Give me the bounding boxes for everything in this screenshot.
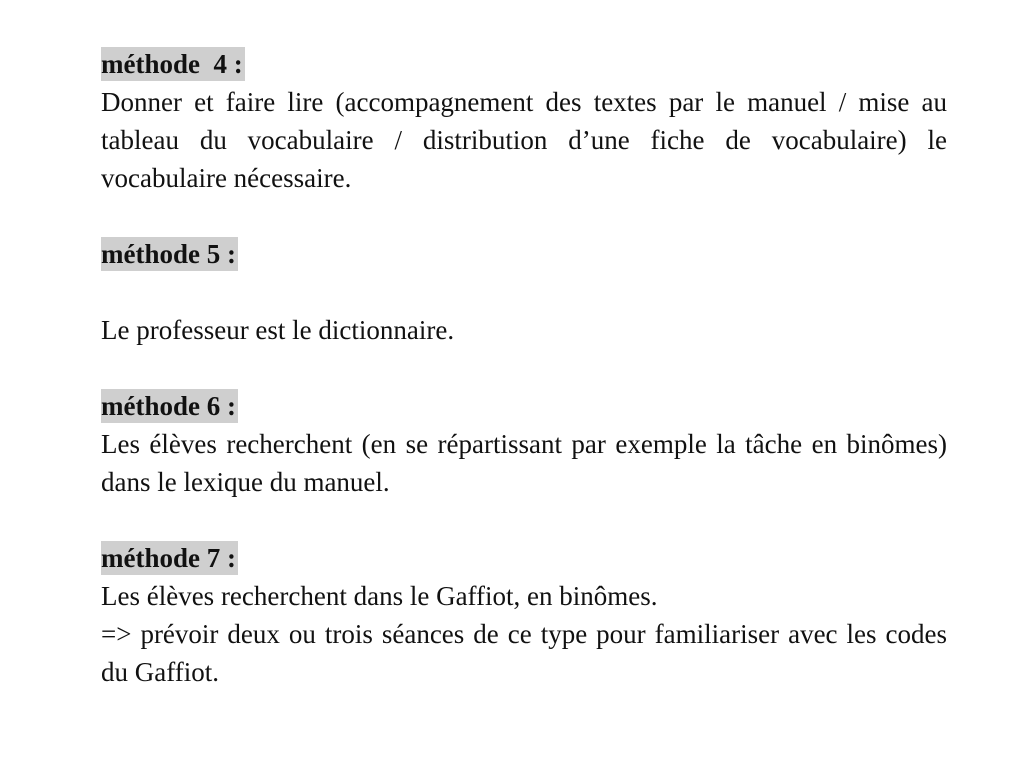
method-7-heading: méthode 7 :: [101, 543, 236, 573]
method-7-text-line-1: Les élèves recherchent dans le Gaffiot, en binômes.: [101, 581, 658, 611]
method-7-section: [101, 539, 947, 691]
slide-content: [101, 45, 947, 691]
method-5-heading: méthode 5 :: [101, 239, 236, 269]
method-6-heading: méthode 6 :: [101, 391, 236, 421]
method-7-text-line-2: => prévoir deux ou trois séances de ce type pour familiariser avec les codes du Gaffiot.: [101, 619, 947, 687]
method-6-text: Les élèves recherchent (en se répartissant par exemple la tâche en binômes) dans le lexique du manuel.: [101, 429, 947, 497]
method-5-text: Le professeur est le dictionnaire.: [101, 315, 455, 345]
method-6-section: [101, 387, 947, 501]
method-4-heading: méthode 4 :: [101, 49, 243, 79]
method-5-section: [101, 235, 947, 349]
method-4-text: Donner et faire lire (accompagnement des textes par le manuel / mise au tableau du vocabulaire / distribution d’une fiche de vocabulaire) le vocabulaire nécessaire.: [101, 87, 947, 193]
method-4-section: [101, 45, 947, 197]
